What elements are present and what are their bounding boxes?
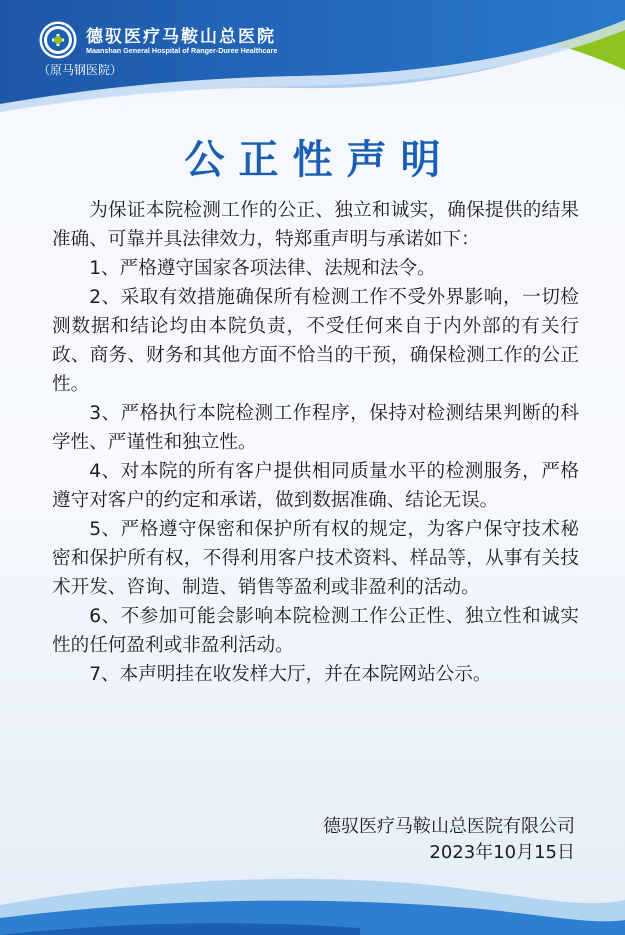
signature-date: 2023年10月15日 xyxy=(429,842,575,863)
item-7: 7、本声明挂在收发样大厅，并在本院网站公示。 xyxy=(89,664,492,685)
item-3: 3、严格执行本院检测工作程序，保持对检测结果判断的科学性、严谨性和独立性。 xyxy=(52,403,579,453)
page-title: 公正性声明 xyxy=(184,137,455,183)
item-5: 5、严格遵守保密和保护所有权的规定，为客户保守技术秘密和保护所有权，不得利用客户技术资料、样品等，从事有关技术开发、咨询、制造、销售等盈利或非盈利的活动。 xyxy=(52,519,579,598)
hospital-seal-icon xyxy=(38,20,78,60)
former-name: （原马钢医院） xyxy=(38,63,123,77)
intro-paragraph: 为保证本院检测工作的公正、独立和诚实，确保提供的结果准确、可靠并具法律效力，特郑重声明与承诺如下： xyxy=(52,200,579,250)
declaration-body xyxy=(52,196,579,689)
item-1: 1、严格遵守国家各项法律、法规和法令。 xyxy=(89,258,436,279)
item-6: 6、不参加可能会影响本院检测工作公正性、独立性和诚实性的任何盈利或非盈利活动。 xyxy=(52,606,579,656)
hospital-name: 德驭医疗马鞍山总医院 xyxy=(86,27,276,47)
hospital-name-en: Maanshan General Hospital of Ranger-Duree Healthcare xyxy=(86,46,278,55)
item-2: 2、采取有效措施确保所有检测工作不受外界影响，一切检测数据和结论均由本院负责，不受任何来自于内外部的有关行政、商务、财务和其他方面不恰当的干预，确保检测工作的公正性。 xyxy=(52,287,579,395)
item-4: 4、对本院的所有客户提供相同质量水平的检测服务，严格遵守对客户的约定和承诺，做到数据准确、结论无误。 xyxy=(52,461,579,511)
signature-block xyxy=(323,814,575,866)
signature-org: 德驭医疗马鞍山总医院有限公司 xyxy=(323,816,575,837)
